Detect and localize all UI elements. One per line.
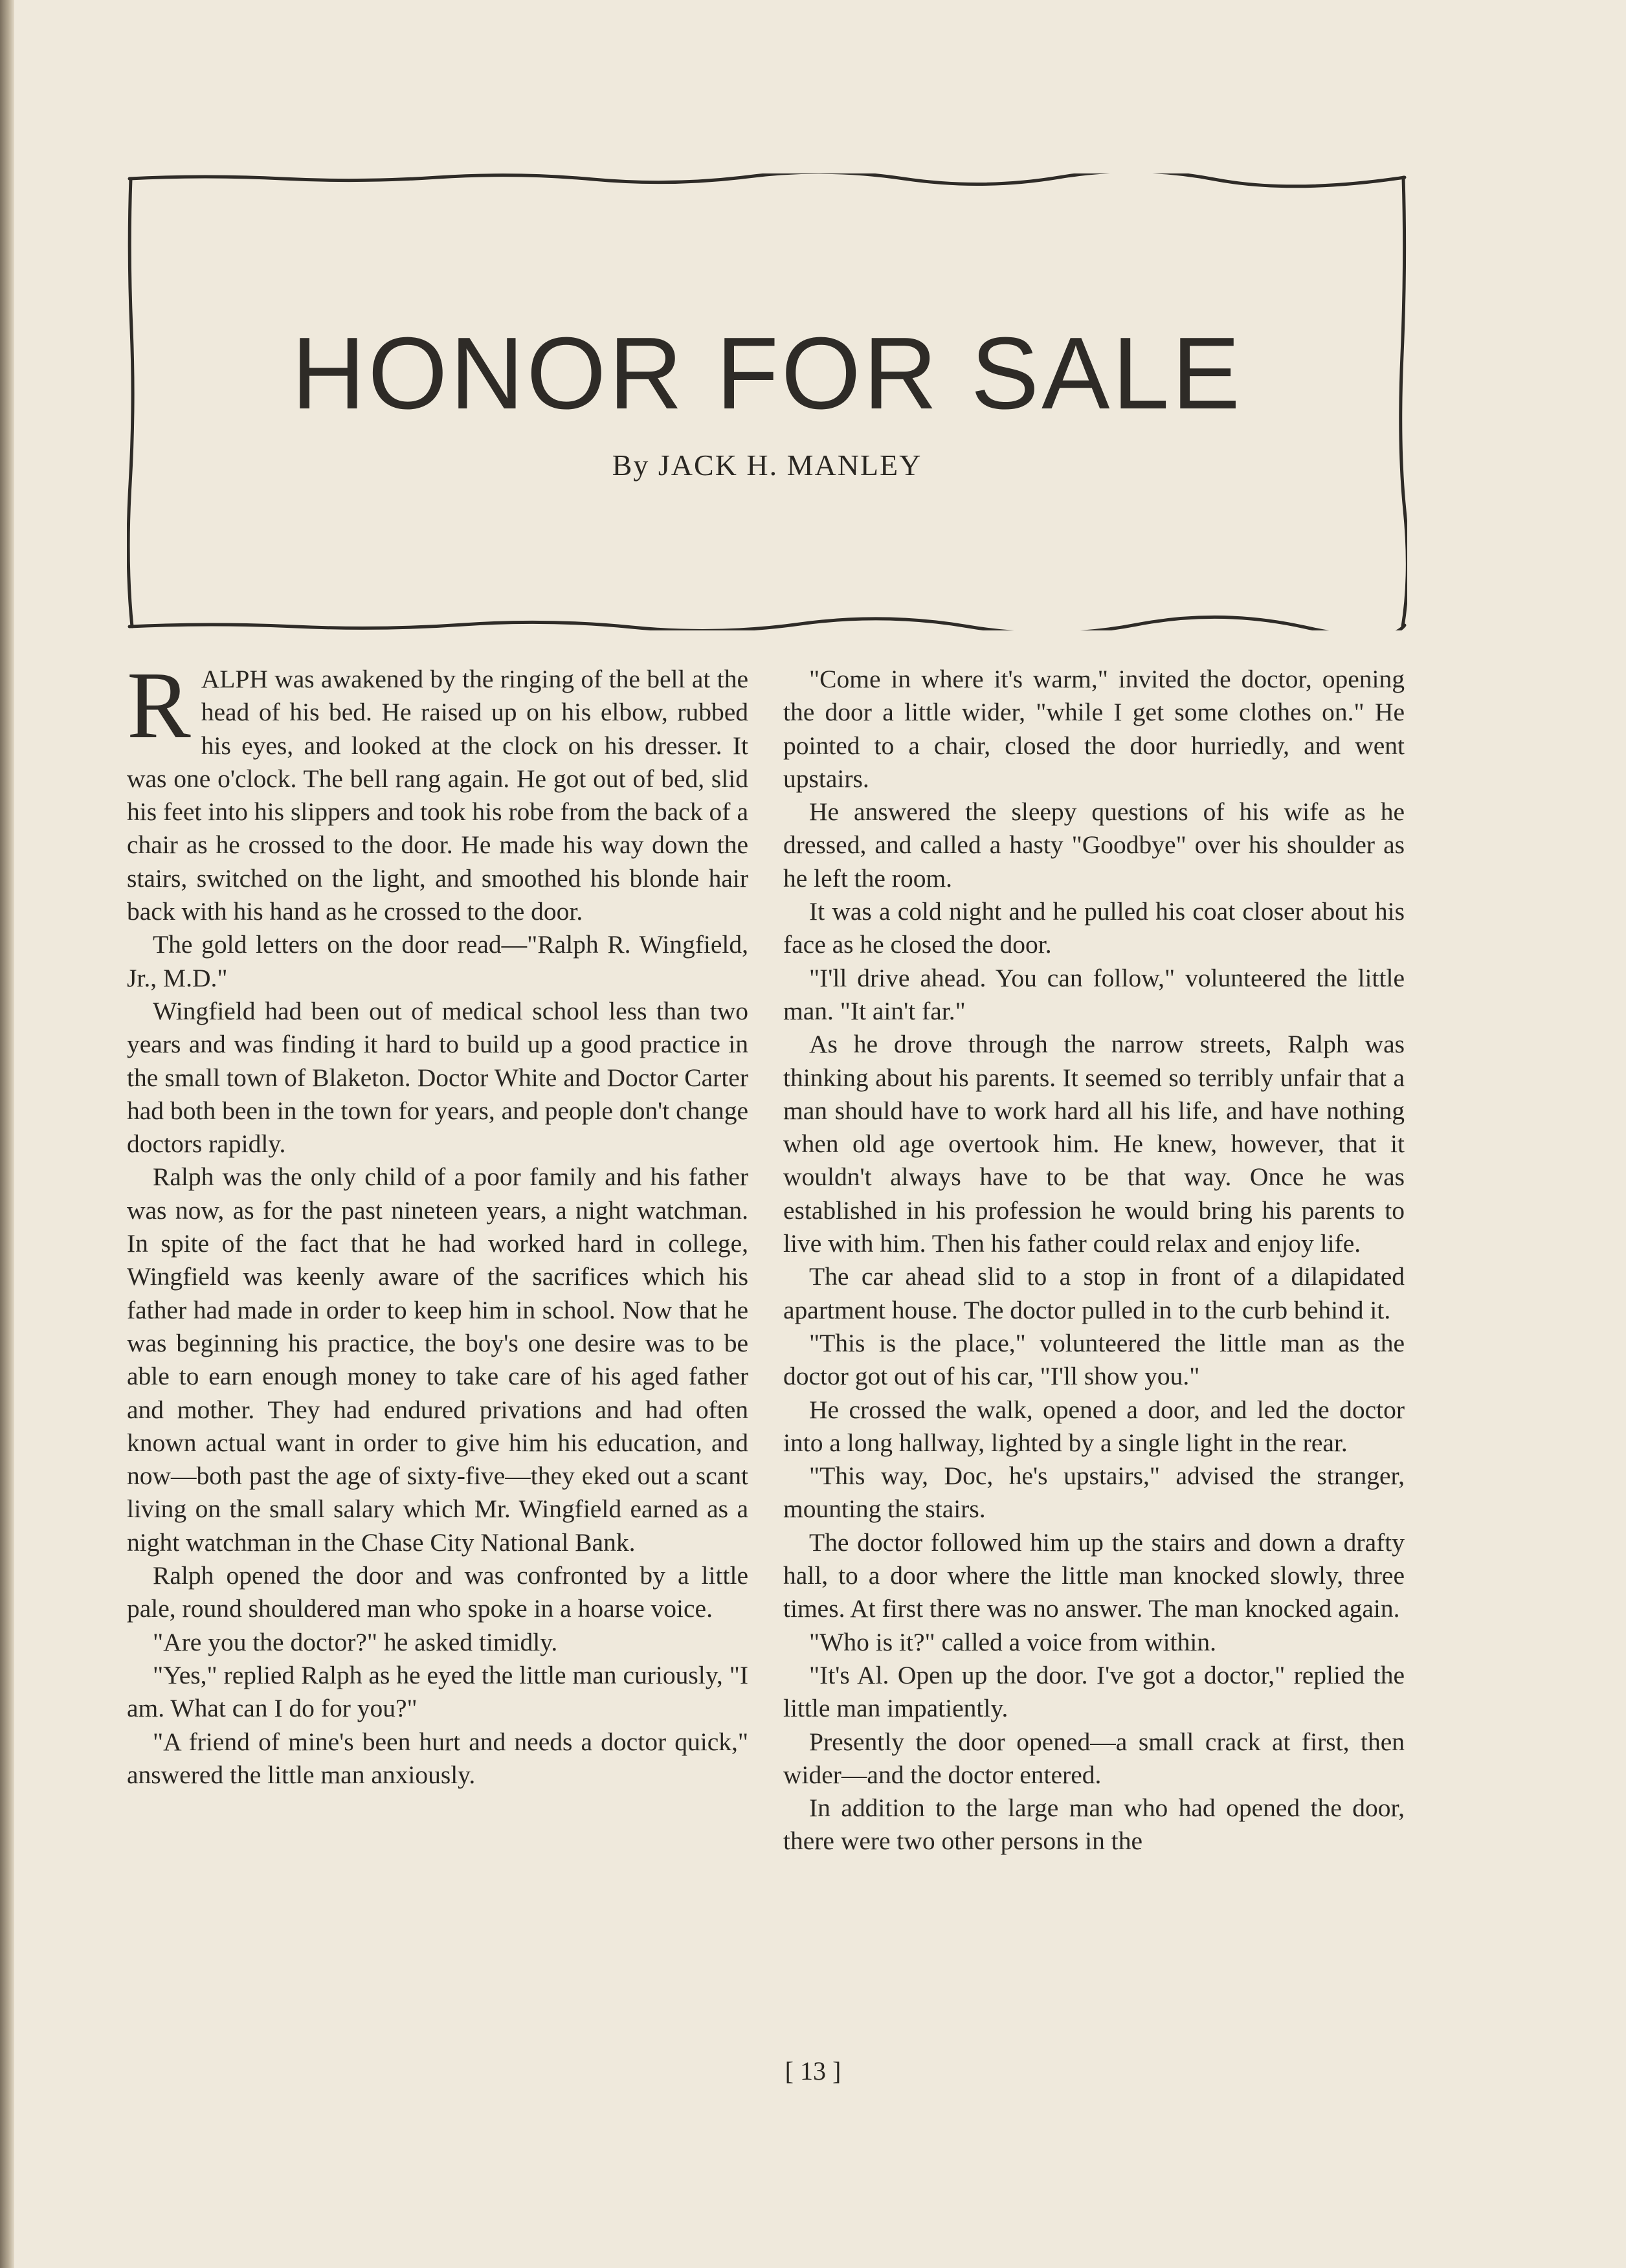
paragraph: He answered the sleepy questions of his wife as he dressed, and called a hasty "Goodbye" over his shoulder as he left the room. [783,797,1405,893]
paragraph: "It's Al. Open up the door. I've got a doctor," replied the little man impatiently. [783,1660,1405,1723]
drop-cap: R [127,652,191,759]
paragraph: He crossed the walk, opened a door, and led the doctor into a long hallway, lighted by a single light in the rear. [783,1395,1405,1457]
paragraph: "Come in where it's warm," invited the doctor, opening the door a little wider, "while I get some clothes on." He pointed to a chair, closed the door hurriedly, and went upstairs. [783,665,1405,793]
paragraph: The gold letters on the door read—"Ralph R. Wingfield, Jr., M.D." [127,930,748,992]
paragraph: As he drove through the narrow streets, Ralph was thinking about his parents. It seemed so terribly unfair that a man should have to work hard all his life, and have nothing when old age overtook him. He knew, however, that it wouldn't always have to be that way. Once he was established in his profession he would bring his parents to live with him. Then his father could relax and enjoy life. [783,1030,1405,1258]
paragraph: "This is the place," volunteered the little man as the doctor got out of his car, "I'll show you." [783,1328,1405,1391]
opening-paragraph-text: ALPH was awakened by the ringing of the bell at the head of his bed. He raised up on his elbow, rubbed his eyes, and looked at the clock on his dresser. It was one o'clock. The bell rang again. He got out of bed, slid his feet into his slippers and took his robe from the back of a chair as he crossed to the door. He made his way down the stairs, switched on the light, and smoothed his blonde hair back with his hand as he crossed to the door. [127,665,748,926]
paragraph: "Are you the doctor?" he asked timidly. [153,1627,558,1656]
paragraph: "I'll drive ahead. You can follow," volunteered the little man. "It ain't far." [783,963,1405,1025]
left-column [127,652,748,1792]
paragraph: "Who is it?" called a voice from within. [809,1627,1216,1656]
paragraph: Presently the door opened—a small crack at first, then wider—and the doctor entered. [783,1727,1405,1789]
paragraph: "A friend of mine's been hurt and needs a doctor quick," answered the little man anxiously. [127,1727,748,1789]
page-number: [ 13 ] [785,2056,841,2085]
right-column [783,663,1405,1858]
paragraph: Wingfield had been out of medical school less than two years and was finding it hard to build up a good practice in the small town of Blaketon. Doctor White and Doctor Carter had both been in the town for years, and people don't change doctors rapidly. [127,996,748,1159]
title-frame [127,173,1407,630]
paragraph: Ralph was the only child of a poor family and his father was now, as for the past nineteen years, a night watchman. In spite of the fact that he had worked hard in college, Wingfield was keenly aware of the sacrifices which his father had made in order to keep him in school. Now that he was beginning his practice, the boy's one desire was to be able to earn enough money to take care of his aged father and mother. They had endured privations and had often known actual want in order to give him his education, and now—both past the age of sixty-five—they eked out a scant living on the small salary which Mr. Wingfield earned as a night watchman in the Chase City National Bank. [127,1162,748,1557]
paragraph: "This way, Doc, he's upstairs," advised the stranger, mounting the stairs. [783,1462,1405,1524]
paragraph: The doctor followed him up the stairs and down a drafty hall, to a door where the little man knocked slowly, three times. At first there was no answer. The man knocked again. [783,1528,1405,1623]
paragraph: Ralph opened the door and was confronted by a little pale, round shouldered man who spoke in a hoarse voice. [127,1561,748,1623]
paragraph: "Yes," replied Ralph as he eyed the little man curiously, "I am. What can I do for you?" [127,1660,748,1723]
paragraph: It was a cold night and he pulled his coat closer about his face as he closed the door. [783,897,1405,959]
paragraph: In addition to the large man who had opened the door, there were two other persons in the [783,1794,1405,1856]
opening-paragraph [127,652,748,928]
byline: By JACK H. MANLEY [612,449,922,482]
article-title: HONOR FOR SALE [291,317,1243,430]
book-spine-shadow [0,0,14,2268]
paragraph: The car ahead slid to a stop in front of a dilapidated apartment house. The doctor pulled in to the curb behind it. [783,1262,1405,1324]
